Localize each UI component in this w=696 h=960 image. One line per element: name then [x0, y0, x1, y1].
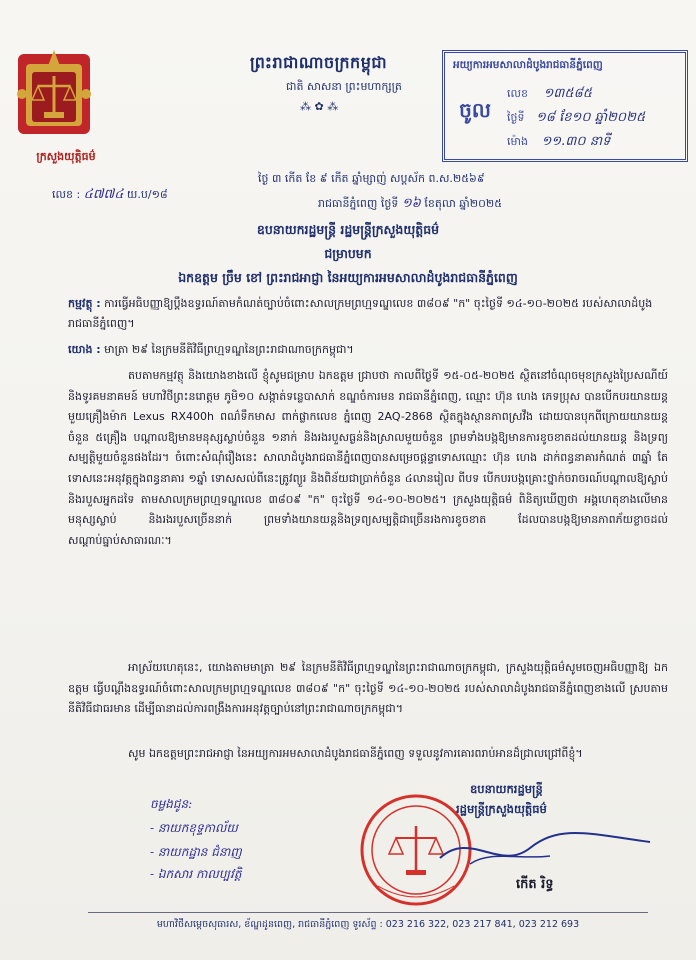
received-time-label: ម៉ោង — [507, 135, 528, 148]
received-number-value: ១៣៥៨៥ — [543, 86, 593, 101]
cc-line-2: - នាយកដ្ឋាន ជំនាញ — [150, 845, 242, 859]
date-month-year: ខែតុលា ឆ្នាំ២០២៥ — [424, 197, 502, 210]
ornament-divider: ⁂ ✿ ⁂ — [300, 100, 339, 113]
legal-reference-line — [68, 340, 668, 360]
reference-number — [52, 186, 168, 205]
received-time-value: ១១.៣០ នាទី — [541, 134, 611, 149]
signatory-title-2: រដ្ឋមន្ត្រីក្រសួងយុត្តិធម៌ — [456, 802, 547, 816]
subject-label: កម្មវត្ថុ : — [68, 297, 101, 310]
cc-line-1: - នាយកខុទ្ទកាល័យ — [150, 821, 238, 835]
received-date-row — [507, 109, 645, 128]
cc-label: ចម្លងជូន: — [150, 797, 193, 811]
received-number-label: លេខ — [507, 87, 528, 100]
received-time-row — [507, 133, 610, 152]
ministry-name: ក្រសួងយុត្តិធម៌ — [36, 150, 96, 163]
reference-suffix: យ.ប/១៨ — [126, 188, 168, 201]
received-stamp-label: ចូល — [459, 98, 491, 122]
reference-prefix: លេខ : — [52, 188, 81, 201]
body-paragraph-3: សូម ឯកឧត្តមព្រះរាជអាជ្ញា នៃអយ្យការអមសាលាដំបូងរាជធានីភ្នំពេញ ទទួលនូវការគោរពរាប់អានដ៏ជ្រាលជ្រៅពីខ្ញុំ។ — [128, 747, 583, 760]
received-date-value: ១៨ ខែ១០ ឆ្នាំ២០២៥ — [535, 110, 646, 125]
reference-handwritten-number: ៤៧៧៤ — [83, 187, 124, 202]
legal-reference-text: មាត្រា ២៩ នៃក្រមនីតិវិធីព្រហ្មទណ្ឌនៃព្រះរាជាណាចក្រកម្ពុជា។ — [104, 343, 354, 356]
body-paragraph-1: តបតាមកម្មវត្ថុ និងយោងខាងលើ ខ្ញុំសូមជម្រាប ឯកឧត្តម ជ្រាបថា កាលពីថ្ងៃទី ១៥-០៥-២០២៥ ស្ថិតនៅចំណុចមុខក្រសួងប្រៃសណីយ៍ និងទូរគមនាគមន៍ មហាវិថីព្រះនរោត្តម ភូមិ១០ សង្កាត់ទន្លេបាសាក់ ខណ្ឌចំការមន រាជធានីភ្នំពេញ, ឈ្មោះ ហ៊ុន ហេង ភេទប្រុស បានបើកបរយានយន្តមួយគ្រឿងម៉ាក Lexus RX400h ពណ៌ទឹកមាស ពាក់ផ្លាកលេខ ភ្នំពេញ 2AQ-2868 ស្ថិតក្នុងស្ថានភាពស្រវឹង ដោយបានបុកពីក្រោយយានយន្តចំនួន ៥គ្រឿង បណ្តាលឱ្យមានមនុស្សស្លាប់ចំនួន ១នាក់ និងរងរបួសធ្ងន់និងស្រាលមួយចំនួន ព្រមទាំងបង្កឱ្យមានការខូចខាតដល់យានយន្ត និងទ្រព្យសម្បត្តិមួយចំនួនផងដែរ។ ចំពោះសំណុំរឿងនេះ សាលាដំបូងរាជធានីភ្នំពេញបានសម្រេចផ្តន្ទាទោសឈ្មោះ ហ៊ុន ហេង ដាក់ពន្ធនាគារកំណត់ ៣ឆ្នាំ តែទោសនេះអនុវត្តក្នុងពន្ធនាគារ ១ឆ្នាំ ទោសសល់ពីនេះត្រូវព្យួរ និងពិន័យជាប្រាក់ចំនួន ៤លានរៀល ពីបទ បើកបរបង្កគ្រោះថ្នាក់ចរាចរណ៍បណ្តាលឱ្យស្លាប់ និងរបួសអ្នកដទៃ តាមសាលក្រមព្រហ្មទណ្ឌលេខ ៣៨០៩ "ក" ចុះថ្ងៃទី ១៤-១០-២០២៥។ ក្រសួងយុត្តិធម៌ ពិនិត្យឃើញថា អង្គហេតុខាងលើមានមនុស្សស្លាប់ និងរងរបួសច្រើននាក់ ព្រមទាំងយានយន្តនិងទ្រព្យសម្បត្តិជាច្រើនរងការខូចខាត ដែលបានបង្កឱ្យមានភាពភ័យខ្លាចដល់សណ្តាប់ធ្នាប់សាធារណៈ។ — [68, 369, 668, 547]
national-motto: ជាតិ សាសនា ព្រះមហាក្សត្រ — [286, 80, 402, 93]
footer-divider — [88, 912, 648, 913]
recipient-title: ឯកឧត្តម ច្រឹម ខៅ ព្រះរាជអាជ្ញា នៃអយ្យការអមសាលាដំបូងរាជធានីភ្នំពេញ — [178, 270, 518, 285]
date-day-handwritten: ១៦ — [401, 196, 421, 211]
subject-text: ការធ្វើអធិបញ្ញាឱ្យប្តឹងឧទ្ធរណ៍តាមកំណត់ច្បាប់ចំពោះសាលក្រមព្រហ្មទណ្ឌលេខ ៣៨០៩ "ក" ចុះថ្ងៃទី ១៤-១០-២០២៥ របស់សាលាដំបូងរាជធានីភ្នំពេញ។ — [68, 297, 653, 330]
received-stamp-title: អយ្យការអមសាលាដំបូងរាជធានីភ្នំពេញ — [453, 59, 603, 71]
subject-line — [68, 294, 668, 334]
received-stamp — [442, 50, 688, 162]
signatory-title-1: ឧបនាយករដ្ឋមន្ត្រី — [470, 782, 543, 796]
signatory-name: កើត រិទ្ធ — [516, 877, 554, 892]
received-number-row — [507, 85, 592, 104]
sender-title: ឧបនាយករដ្ឋមន្ត្រី រដ្ឋមន្ត្រីក្រសួងយុត្តិធម៌ — [256, 222, 440, 237]
received-date-label: ថ្ងៃទី — [507, 111, 525, 124]
handwritten-signature-icon — [430, 820, 660, 880]
legal-reference-label: យោង : — [68, 343, 101, 356]
gregorian-date — [318, 195, 502, 214]
lunar-date: ថ្ងៃ​ ៣ ​​កើត ខែ ៩ ​កើត ឆ្នាំម្សាញ់ សប្តស័ក ព.ស.២៥៦៩ — [258, 172, 485, 185]
ministry-logo-icon — [14, 44, 94, 140]
kingdom-title: ព្រះរាជាណាចក្រកម្ពុជា — [250, 53, 388, 72]
footer-address: មហាវិថីសម្តេចសុធារស, ខ័ណ្ឌដូនពេញ, រាជធានីភ្នំពេញ ទូរស័ព្ទ : 023 216 322, 023 217 841, 023 212 693 — [156, 919, 580, 930]
body-paragraph-2: អាស្រ័យហេតុនេះ, យោងតាមមាត្រា ២៩ នៃក្រមនីតិវិធីព្រហ្មទណ្ឌនៃព្រះរាជាណាចក្រកម្ពុជា, ក្រសួងយុត្តិធម៌សូមចេញអធិបញ្ញាឱ្យ ឯកឧត្តម ធ្វើបណ្តឹងឧទ្ធរណ៍ចំពោះសាលក្រមព្រហ្មទណ្ឌលេខ ៣៨០៩ "ក" ចុះថ្ងៃទី ១៤-១០-២០២៥ របស់សាលាដំបូងរាជធានីភ្នំពេញខាងលើ ស្របតាមនីតិវិធីជាធរមាន ដើម្បីធានាដល់ការពង្រឹងការអនុវត្តច្បាប់នៅព្រះរាជាណាចក្រកម្ពុជា។ — [68, 661, 668, 716]
cc-line-3: - ឯកសារ កាលប្បវត្តិ — [150, 867, 242, 881]
salutation: ជម្រាបមក — [324, 246, 372, 261]
date-place-prefix: រាជធានីភ្នំពេញ ថ្ងៃទី — [318, 197, 399, 210]
